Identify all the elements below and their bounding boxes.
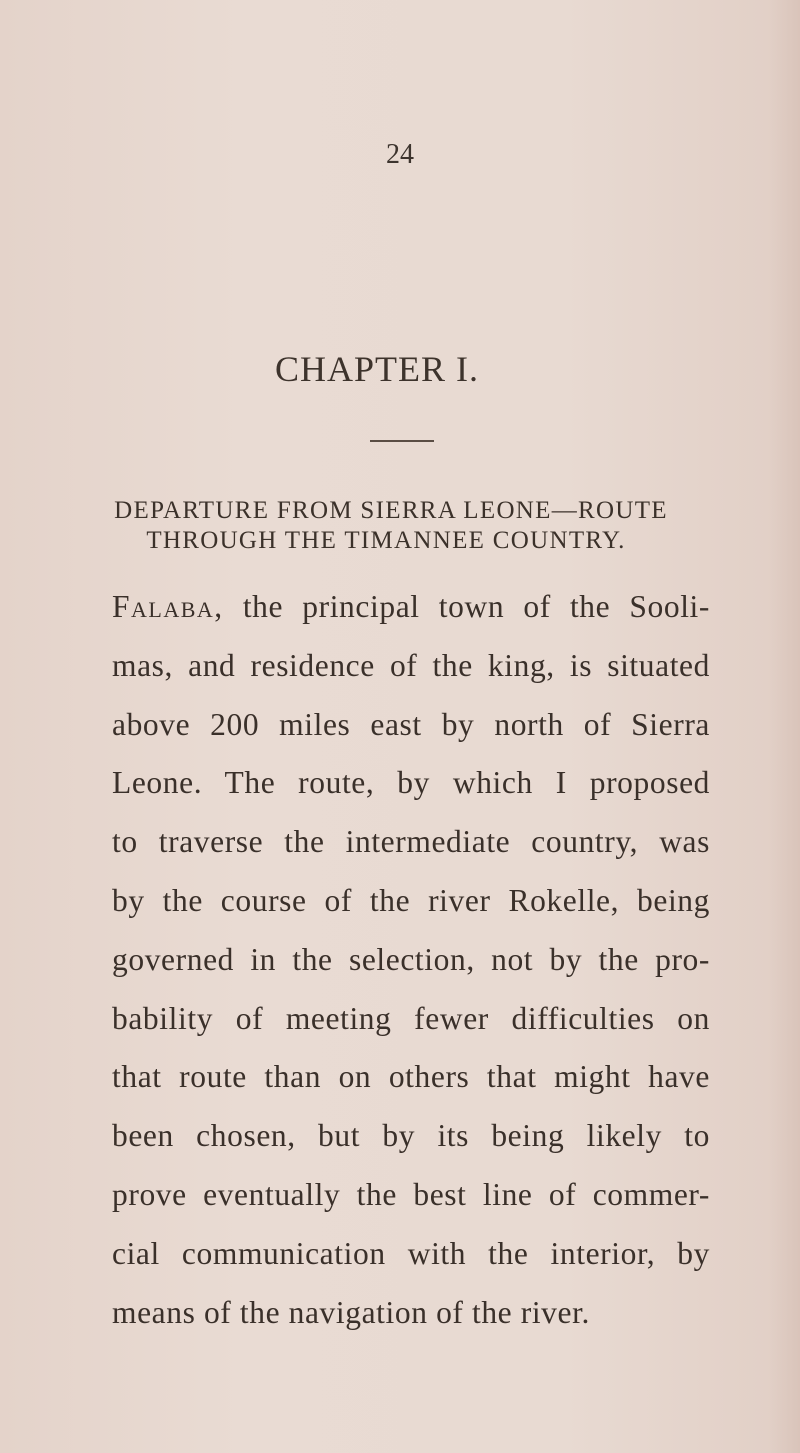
body-line-13: means of the navigation of the river.: [112, 1294, 590, 1330]
body-line-1: [112, 578, 710, 637]
body-line-4: Leone. The route, by which I proposed: [112, 765, 710, 801]
body-line-10: been chosen, but by its being likely to: [112, 1118, 710, 1154]
page-number: 24: [386, 139, 414, 170]
chapter-title: CHAPTER I.: [274, 349, 479, 389]
body-paragraph: [112, 578, 710, 1342]
body-line-12: cial communication with the interior, by: [112, 1235, 710, 1271]
body-line-3: above 200 miles east by north of Sierra: [112, 706, 710, 742]
body-line-1-rest: the principal town of the Sooli-: [223, 589, 710, 624]
body-line-5: to traverse the intermediate country, was: [112, 824, 710, 860]
body-line-2: mas, and residence of the king, is situated: [112, 647, 710, 683]
body-line-9: that route than on others that might have: [112, 1059, 710, 1095]
chapter-subtitle: [0, 496, 800, 556]
title-divider-rule: [370, 440, 434, 442]
body-line-6: by the course of the river Rokelle, being: [112, 882, 710, 918]
body-line-8: bability of meeting fewer difficulties on: [112, 1000, 710, 1036]
subtitle-line-1: DEPARTURE FROM SIERRA LEONE—ROUTE: [114, 497, 668, 524]
body-line-7: governed in the selection, not by the pro-: [112, 941, 710, 977]
body-line-11: prove eventually the best line of commer-: [112, 1176, 710, 1212]
body-first-word: Falaba,: [112, 589, 224, 624]
subtitle-line-2: THROUGH THE TIMANNEE COUNTRY.: [146, 527, 626, 554]
